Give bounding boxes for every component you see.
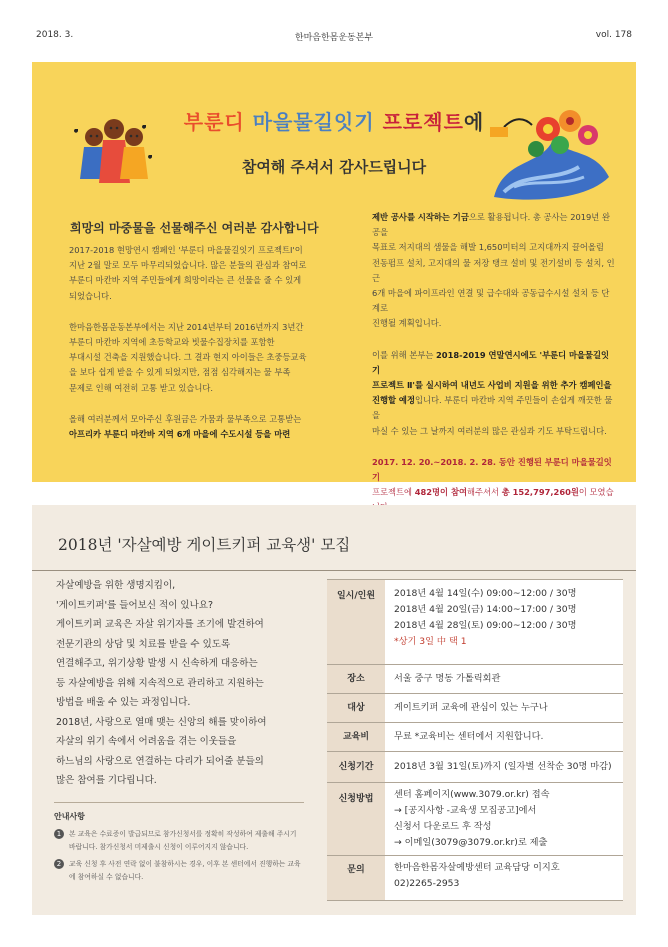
- paragraph: 한마음한몸운동본부에서는 지난 2014년부터 2016년까지 3년간 부룬디 마칸바 지역에 초등학교와 빗물수집장치를 포함한 부대시설 건축을 지원했습니다. 그 결과 현지 아이들은 초중등교육 을 보다 쉽게 받을 수 있게 되었지만, 점점 심각해지는 물 부족 문제로 인해 여전히 고통 받고 있습니다.: [69, 321, 307, 393]
- title-part-water: 마을물길잇기: [252, 110, 375, 134]
- title-part-burundi: 부룬디: [183, 110, 245, 134]
- thanks-section: [32, 62, 636, 498]
- info-value: 게이트키퍼 교육에 관심이 있는 누구나: [385, 694, 623, 722]
- info-label: 신청기간: [327, 752, 385, 782]
- info-value: 서울 중구 명동 가톨릭회관: [385, 665, 623, 693]
- info-table: [327, 579, 623, 901]
- thanks-left-column: [69, 243, 331, 458]
- info-value: 한마음한몸자살예방센터 교육담당 이지호 02)2265-2953: [385, 856, 623, 900]
- info-value: 2018년 3월 31일(토)까지 (일자별 선착순 30명 마감): [385, 752, 623, 782]
- paragraph: 올해 여러분께서 모아주신 후원금은 가뭄과 물부족으로 고통받는 아프리카 부룬디 마칸바 지역 6개 마을에 수도시설 등을 마련: [69, 413, 302, 440]
- info-row-fee: [327, 722, 623, 751]
- info-row-period: [327, 751, 623, 782]
- info-label: 장소: [327, 665, 385, 693]
- title-part-project: 프로젝트: [382, 110, 464, 134]
- campaign-subtitle: 참여해 주셔서 감사드립니다: [241, 158, 427, 176]
- notice-item: 2 교육 신청 후 사전 연락 없이 불참하시는 경우, 이후 본 센터에서 진행하는 교육에 참여하실 수 없습니다.: [54, 858, 304, 884]
- gatekeeper-intro: 자살예방을 위한 생명지킴이, '게이트키퍼'를 들어보신 적이 있나요? 게이트키퍼 교육은 자살 위기자를 조기에 발견하여 전문기관의 상담 및 치료를 받을 수 있도록 연결해주고, 위기상황 발생 시 신속하게 대응하는 등 자살예방을 위해 지속적으로 관리하고 지원하는 방법을 배울 수 있는 과정입니다. 2018년, 사랑으로 열매 맺는 신앙의 해를 맞이하여 자살의 위기 속에서 어려움을 겪는 이웃들을 하느님의 사랑으로 연결하는 다리가 되어줄 분들의 많은 참여를 기다립니다.: [56, 580, 267, 786]
- info-label: 문의: [327, 856, 385, 900]
- notice-title: 안내사항: [54, 812, 85, 821]
- info-label: 신청방법: [327, 783, 385, 855]
- notice-box: [54, 802, 304, 888]
- notice-item: 1 본 교육은 수료증이 발급되므로 참가신청서를 정확히 작성하여 제출해 주시기 바랍니다. 참가신청서 미제출시 신청이 이루어지지 않습니다.: [54, 828, 304, 854]
- title-part-suffix: 에: [463, 110, 485, 134]
- issue-date: 2018. 3.: [36, 30, 74, 40]
- paragraph: 이를 위해 본부는 2018-2019 연말연시에도 '부룬디 마을물길잇기 프로젝트 Ⅱ'를 실시하여 내년도 사업비 지원을 위한 추가 캠페인을 진행할 예정입니다. 부룬디 마칸바 지역 주민들이 손쉽게 깨끗한 물을 마실 수 있는 그 날까지 여러분의 많은 관심과 기도 부탁드립니다.: [372, 349, 613, 436]
- info-value: 2018년 4월 14일(수) 09:00~12:00 / 30명 2018년 4월 20일(금) 14:00~17:00 / 30명 2018년 4월 28일(토) 09:00~12:00 / 30명 *상기 3일 中 택 1: [385, 580, 623, 664]
- info-value: 센터 홈페이지(www.3079.or.kr) 접속 → [공지사항 -교육생 모집공고]에서 신청서 다운로드 후 작성 → 이메일(3079@3079.or.kr)로 제출: [385, 783, 623, 855]
- info-value: 무료 *교육비는 센터에서 지원합니다.: [385, 723, 623, 751]
- info-label: 대상: [327, 694, 385, 722]
- info-label: 일시/인원: [327, 580, 385, 664]
- info-row-contact: [327, 855, 623, 901]
- number-badge: 2: [54, 859, 64, 869]
- campaign-title: [32, 106, 636, 135]
- gatekeeper-title: 2018년 '자살예방 게이트키퍼 교육생' 모집: [58, 536, 351, 554]
- info-row-target: [327, 693, 623, 722]
- info-label: 교육비: [327, 723, 385, 751]
- org-name: 한마음한몸운동본부: [294, 33, 374, 43]
- info-row-place: [327, 664, 623, 693]
- divider: [32, 570, 636, 571]
- thanks-heading: 희망의 마중물을 선물해주신 여러분 감사합니다: [70, 221, 319, 235]
- paragraph: 제반 공사를 시작하는 기금으로 활용됩니다. 총 공사는 2019년 완공을 목표로 저지대의 샘물을 해발 1,650미터의 고지대까지 끌어올림 전동펌프 설치, 고지대의 물 저장 탱크 설비 및 전기설비 등 설치, 인근 6개 마을에 파이프라인 연결 및 급수대와 공동급수시설 설치 등 단계로 진행될 계획입니다.: [372, 212, 615, 329]
- gatekeeper-section: [32, 505, 636, 915]
- donation-summary: 2017. 12. 20.~2018. 2. 28. 동안 진행된 부룬디 마을물길잇기 프로젝트에 482명이 참여해주셔서 총 152,797,260원이 모였습: [372, 456, 614, 498]
- info-row-method: [327, 782, 623, 855]
- volume-number: vol. 178: [595, 30, 632, 40]
- paragraph: 2017-2018 현망연시 캠페인 '부룬디 마을물길잇기 프로젝트Ⅰ'이 지난 2월 말로 모두 마무리되었습니다. 많은 분들의 관심과 참여로 부룬디 마칸바 지역 주민들에게 희망이라는 큰 선물을 줄 수 있게 되었습니다.: [69, 245, 307, 301]
- info-row-schedule: [327, 579, 623, 664]
- number-badge: 1: [54, 829, 64, 839]
